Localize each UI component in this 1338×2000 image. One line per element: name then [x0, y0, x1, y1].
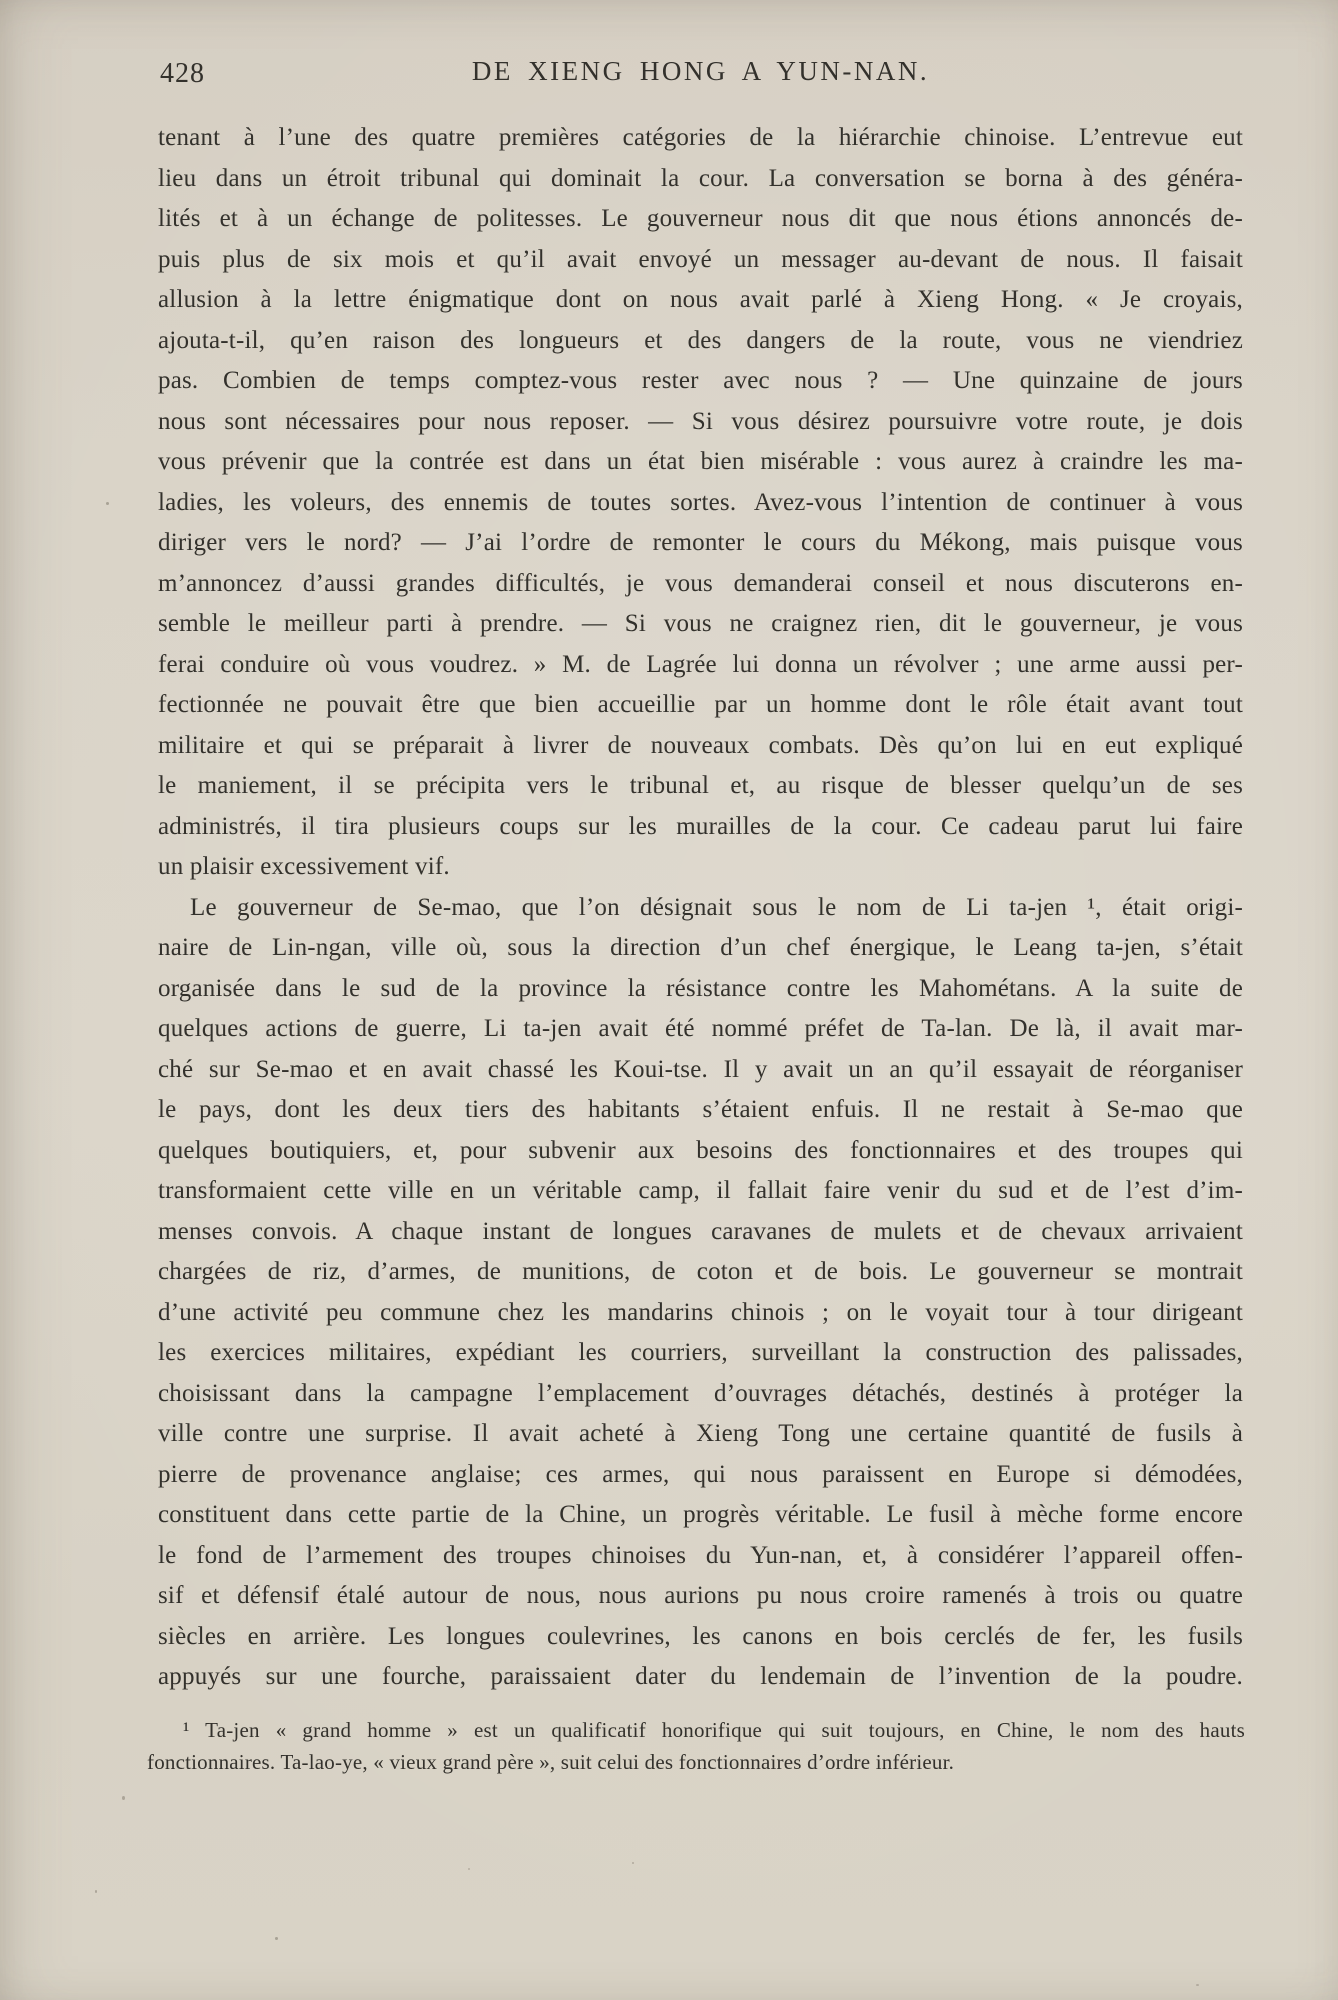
text-line: d’une activité peu commune chez les mandarins chinois ; on le voyait tour à tour dirigeant	[158, 1298, 1243, 1326]
text-line: fectionnée ne pouvait être que bien accueillie par un homme dont le rôle était avant tout	[158, 691, 1243, 718]
text-line: ferai conduire où vous voudrez. » M. de Lagrée lui donna un révolver ; une arme aussi per-	[158, 650, 1243, 678]
paper-speck	[122, 1796, 125, 1800]
text-line: vous prévenir que la contrée est dans un état bien misérable : vous aurez à craindre les ma-	[158, 448, 1243, 475]
text-line: organisée dans le sud de la province la résistance contre les Mahométans. A la suite de	[158, 974, 1243, 1002]
text-line: m’annoncez d’aussi grandes difficultés, je vous demanderai conseil et nous discuterons en-	[158, 569, 1243, 597]
text-line: allusion à la lettre énigmatique dont on nous avait parlé à Xieng Hong. « Je croyais,	[158, 286, 1243, 313]
text-line: naire de Lin-ngan, ville où, sous la direction d’un chef énergique, le Leang ta-jen, s’était	[158, 934, 1243, 961]
text-line: appuyés sur une fourche, paraissaient dater du lendemain de l’invention de la poudre.	[158, 1663, 1243, 1690]
paper-speck	[95, 1890, 97, 1893]
text-line: ville contre une surprise. Il avait acheté à Xieng Tong une certaine quantité de fusils à	[158, 1420, 1243, 1447]
text-line: choisissant dans la campagne l’emplacement d’ouvrages détachés, destinés à protéger la	[158, 1379, 1243, 1407]
text-line: un plaisir excessivement vif.	[158, 853, 450, 880]
paper-speck	[1196, 1984, 1199, 1986]
text-line: puis plus de six mois et qu’il avait envoyé un messager au-devant de nous. Il faisait	[158, 245, 1243, 273]
text-line: le maniement, il se précipita vers le tribunal et, au risque de blesser quelqu’un de ses	[158, 772, 1243, 799]
text-line: constituent dans cette partie de la Chine, un progrès véritable. Le fusil à mèche forme encore	[158, 1501, 1243, 1528]
text-line: les exercices militaires, expédiant les courriers, surveillant la construction des palissades,	[158, 1339, 1243, 1366]
paper-speck	[275, 1937, 278, 1940]
text-line: ladies, les voleurs, des ennemis de toutes sortes. Avez-vous l’intention de continuer à vous	[158, 488, 1243, 516]
text-line: diriger vers le nord? — J’ai l’ordre de remonter le cours du Mékong, mais puisque vous	[158, 529, 1243, 556]
text-line: militaire et qui se préparait à livrer de nouveaux combats. Dès qu’on lui en eut expliqué	[158, 731, 1243, 759]
text-line: nous sont nécessaires pour nous reposer. — Si vous désirez poursuivre votre route, je dois	[158, 407, 1243, 435]
text-line: sif et défensif étalé autour de nous, nous aurions pu nous croire ramenés à trois ou quatre	[158, 1582, 1243, 1609]
text-line: le pays, dont les deux tiers des habitants s’étaient enfuis. Il ne restait à Se-mao que	[158, 1096, 1243, 1123]
text-line: ajouta-t-il, qu’en raison des longueurs et des dangers de la route, vous ne viendriez	[158, 326, 1243, 354]
text-line: ché sur Se-mao et en avait chassé les Koui-tse. Il y avait un an qu’il essayait de réorganiser	[158, 1055, 1243, 1083]
text-line: Le gouverneur de Se-mao, que l’on désignait sous le nom de Li ta-jen ¹, était origi-	[190, 893, 1243, 921]
page-header	[158, 56, 1243, 96]
text-line: quelques actions de guerre, Li ta-jen avait été nommé préfet de Ta-lan. De là, il avait mar-	[158, 1015, 1243, 1042]
text-line: ¹ Ta-jen « grand homme » est un qualificatif honorifique qui suit toujours, en Chine, le nom des hauts	[183, 1718, 1245, 1742]
text-line: fonctionnaires. Ta-lao-ye, « vieux grand père », suit celui des fonctionnaires d’ordre inférieur.	[147, 1750, 955, 1774]
footnote	[147, 1714, 1245, 1778]
text-line: lieu dans un étroit tribunal qui dominait la cour. La conversation se borna à des généra-	[158, 164, 1243, 192]
text-line: menses convois. A chaque instant de longues caravanes de mulets et de chevaux arrivaient	[158, 1217, 1243, 1245]
running-title: DE XIENG HONG A YUN-NAN.	[471, 56, 930, 86]
text-line: lités et à un échange de politesses. Le gouverneur nous dit que nous étions annoncés de-	[158, 205, 1243, 232]
text-line: pas. Combien de temps comptez-vous rester avec nous ? — Une quinzaine de jours	[158, 367, 1243, 394]
text-line: semble le meilleur parti à prendre. — Si vous ne craignez rien, dit le gouverneur, je vous	[158, 610, 1243, 637]
text-line: chargées de riz, d’armes, de munitions, de coton et de bois. Le gouverneur se montrait	[158, 1258, 1243, 1285]
page-number: 428	[160, 58, 205, 89]
text-line: transformaient cette ville en un véritable camp, il fallait faire venir du sud et de l’est d’im-	[158, 1177, 1243, 1204]
paper-speck	[468, 1868, 470, 1870]
text-line: pierre de provenance anglaise; ces armes, qui nous paraissent en Europe si démodées,	[158, 1460, 1243, 1488]
text-line: tenant à l’une des quatre premières catégories de la hiérarchie chinoise. L’entrevue eut	[158, 124, 1243, 151]
body-text	[158, 118, 1243, 1698]
paper-speck	[632, 1862, 634, 1864]
text-line: quelques boutiquiers, et, pour subvenir aux besoins des fonctionnaires et des troupes qui	[158, 1136, 1243, 1164]
text-line: le fond de l’armement des troupes chinoises du Yun-nan, et, à considérer l’appareil offen-	[158, 1541, 1243, 1569]
text-line: administrés, il tira plusieurs coups sur les murailles de la cour. Ce cadeau parut lui faire	[158, 812, 1243, 840]
text-line: siècles en arrière. Les longues coulevrines, les canons en bois cerclés de fer, les fusils	[158, 1622, 1243, 1650]
paper-speck	[106, 502, 109, 505]
